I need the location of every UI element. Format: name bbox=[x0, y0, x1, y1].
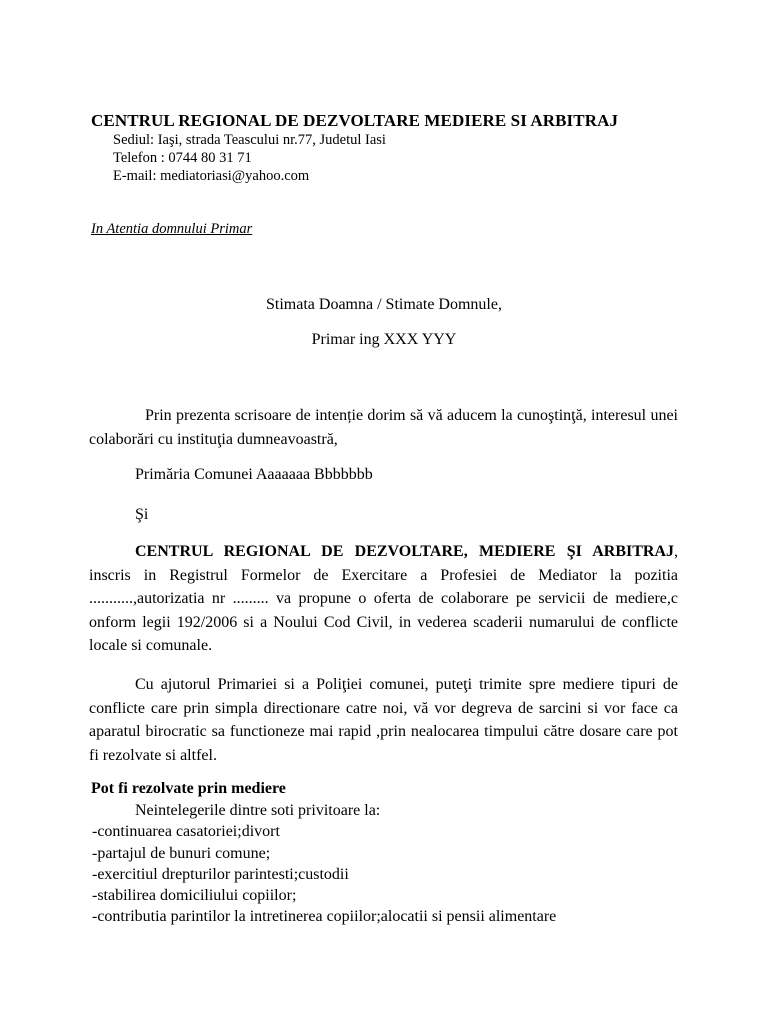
address-line: Sediul: Iaşi, strada Teascului nr.77, Judetul Iasi bbox=[113, 132, 386, 148]
section-intro: Neintelegerile dintre soti privitoare la: bbox=[135, 802, 381, 819]
list-item: -contributia parintilor la intretinerea copiilor;alocatii si pensii alimentare bbox=[92, 908, 557, 925]
list-item: -partajul de bunuri comune; bbox=[92, 845, 271, 862]
email-line: E-mail: mediatoriasi@yahoo.com bbox=[113, 168, 310, 184]
salutation: Stimata Doamna / Stimate Domnule, bbox=[266, 296, 502, 313]
police-paragraph: Cu ajutorul Primariei si a Poliţiei comunei, puteţi trimite spre mediere tipuri de conflicte care prin simpla directionare catre noi, vă vor degreva de sarcini si vor face ca aparatul birocratic sa functioneze mai rapid ,prin nealocarea timpului către dosare care pot fi rezolvate si altfel. bbox=[89, 676, 678, 764]
organization-paragraph: CENTRUL REGIONAL DE DEZVOLTARE, MEDIERE ŞI ARBITRAJ, inscris in Registrul Formelor de Exercitare a Profesiei de Mediator la pozitia ...........,autorizatia nr ......... va propune o oferta de colaborare pe servicii de mediere,c onform legii 192/2006 si a Noului Cod Civil, in vederea scaderii numarului de conflicte locale si comunale. bbox=[89, 543, 678, 654]
list-item: -exercitiul drepturilor parintesti;custodii bbox=[92, 866, 349, 883]
organization-name-bold: CENTRUL REGIONAL DE DEZVOLTARE, MEDIERE ŞI ARBITRAJ bbox=[135, 543, 674, 560]
institution-name: Primăria Comunei Aaaaaaa Bbbbbbb bbox=[135, 466, 373, 483]
list-item: -stabilirea domiciliului copiilor; bbox=[92, 887, 297, 904]
addressee: Primar ing XXX YYY bbox=[311, 331, 457, 348]
phone-line: Telefon : 0744 80 31 71 bbox=[113, 150, 252, 166]
list-item: -continuarea casatoriei;divort bbox=[92, 823, 280, 840]
conjunction: Şi bbox=[135, 506, 149, 523]
intro-paragraph: Prin prezenta scrisoare de intenție dorim să vă aducem la cunoştinţă, interesul unei colaborări cu instituţia dumneavoastră, bbox=[89, 407, 678, 448]
organization-title: CENTRUL REGIONAL DE DEZVOLTARE MEDIERE SI ARBITRAJ bbox=[91, 111, 619, 130]
section-heading: Pot fi rezolvate prin mediere bbox=[91, 780, 286, 797]
attention-line: In Atentia domnului Primar bbox=[91, 221, 253, 237]
